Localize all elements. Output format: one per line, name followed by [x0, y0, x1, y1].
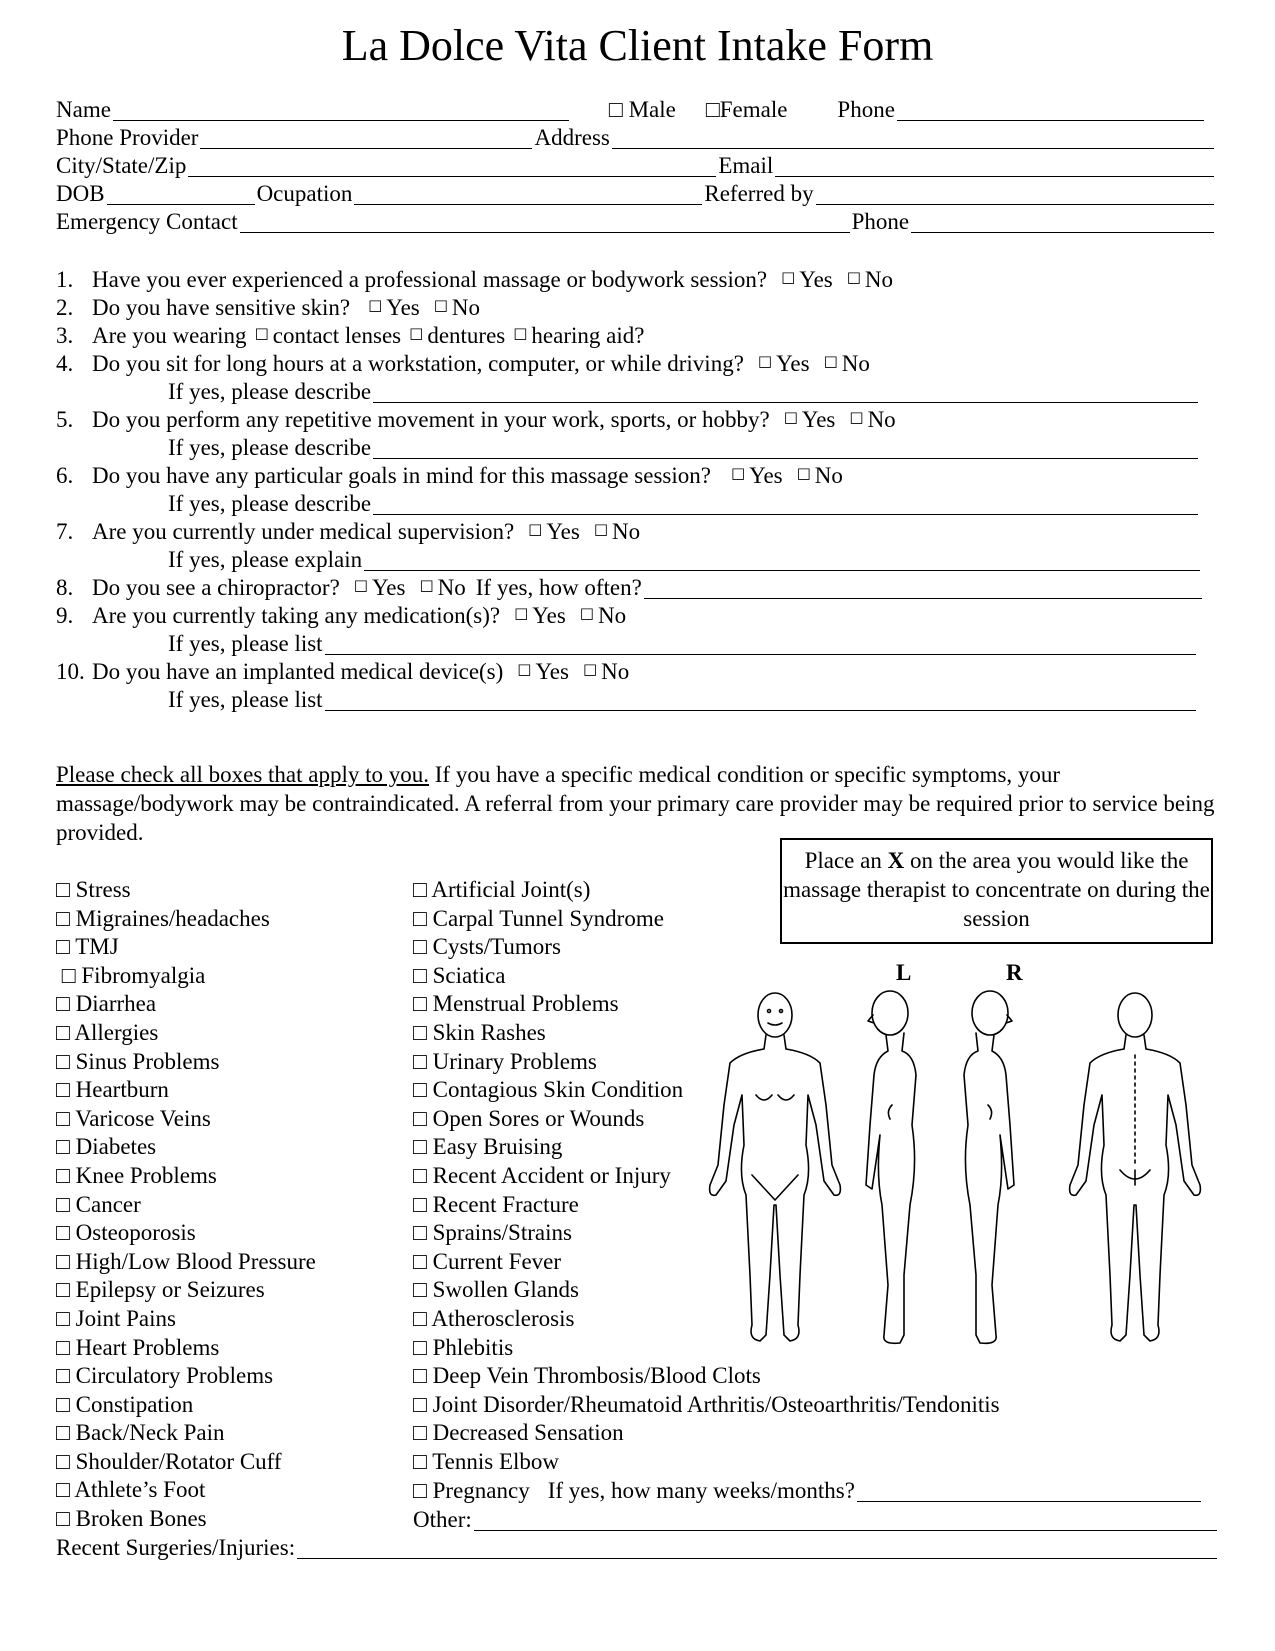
condition-checkbox[interactable]: □ Stress: [56, 877, 131, 902]
condition-checkbox[interactable]: □ Broken Bones: [56, 1506, 207, 1532]
yes-label: Yes: [386, 295, 420, 320]
body-right-side-figure[interactable]: [964, 991, 1014, 1343]
recent-surgeries-row: [56, 1534, 1219, 1562]
question-text: Do you sit for long hours at a workstation, computer, or while driving?: [92, 351, 744, 376]
yes-label: Yes: [532, 603, 566, 628]
question-2: [56, 294, 1216, 322]
callout-text-pre: Place an: [804, 848, 888, 873]
dob-label: DOB: [56, 181, 105, 206]
question-8: [56, 574, 1216, 602]
question-6: [56, 462, 1216, 490]
city-state-zip-label: City/State/Zip: [56, 153, 187, 178]
condition-checkbox[interactable]: □ Carpal Tunnel Syndrome: [413, 905, 664, 931]
question-text: Do you perform any repetitive movement in your work, sports, or hobby?: [92, 407, 770, 432]
condition-checkbox[interactable]: □ Diarrhea: [56, 991, 157, 1017]
condition-checkbox[interactable]: □ Heartburn: [56, 1077, 169, 1103]
phone-provider-label: Phone Provider: [56, 125, 199, 150]
condition-checkbox[interactable]: □ Back/Neck Pain: [56, 1420, 225, 1446]
pregnancy-row: [413, 1477, 1203, 1505]
condition-checkbox[interactable]: □ Shoulder/Rotator Cuff: [56, 1448, 282, 1474]
condition-checkbox[interactable]: □ Tennis Elbow: [413, 1448, 560, 1474]
question-text: Do you have any particular goals in mind for this massage session?: [92, 463, 711, 488]
phone-field[interactable]: [897, 98, 1204, 121]
no-checkbox[interactable]: □: [823, 352, 838, 370]
condition-checkbox[interactable]: □ Decreased Sensation: [413, 1420, 624, 1446]
no-label: No: [597, 603, 627, 628]
yes-checkbox[interactable]: □: [353, 576, 368, 594]
row-phone-provider: [56, 124, 1216, 152]
condition-checkbox[interactable]: □ Varicose Veins: [56, 1105, 211, 1131]
condition-checkbox[interactable]: □ High/Low Blood Pressure: [56, 1248, 316, 1274]
yes-label: Yes: [749, 463, 783, 488]
followup-label: If yes, please list: [168, 687, 323, 712]
question-text: Are you currently taking any medication(s)?: [92, 603, 501, 628]
condition-checkbox[interactable]: □ Artificial Joint(s): [413, 877, 591, 902]
question-text: Do you see a chiropractor?: [92, 575, 340, 600]
condition-checkbox[interactable]: □ Osteoporosis: [56, 1220, 196, 1246]
no-label: No: [841, 351, 870, 376]
referred-by-label: Referred by: [704, 181, 814, 206]
condition-checkbox[interactable]: □ Heart Problems: [56, 1334, 220, 1360]
condition-checkbox[interactable]: □ Fibromyalgia: [56, 962, 206, 988]
address-label: Address: [534, 125, 610, 150]
no-checkbox[interactable]: □: [433, 296, 448, 314]
no-checkbox[interactable]: □: [593, 520, 609, 538]
conditions-column-1: [56, 876, 316, 1534]
condition-checkbox[interactable]: □ Circulatory Problems: [56, 1363, 274, 1389]
followup-field[interactable]: [325, 688, 1196, 711]
condition-checkbox[interactable]: □ Joint Pains: [56, 1305, 176, 1331]
emergency-phone-label: Phone: [851, 209, 910, 234]
question-text: Are you wearing: [92, 323, 247, 348]
yes-checkbox[interactable]: □: [781, 268, 796, 286]
yes-label: Yes: [535, 659, 569, 684]
condition-checkbox[interactable]: □ Cancer: [56, 1191, 141, 1217]
condition-checkbox[interactable]: □ Easy Bruising: [413, 1134, 563, 1160]
question-10-followup: [168, 686, 1216, 714]
condition-checkbox[interactable]: □ Knee Problems: [56, 1162, 217, 1188]
emergency-phone-field[interactable]: [911, 210, 1214, 233]
question-5-followup: [168, 434, 1216, 462]
condition-checkbox[interactable]: □ Current Fever: [413, 1248, 562, 1274]
question-number: 5.: [56, 407, 74, 432]
yes-label: Yes: [801, 407, 836, 432]
condition-checkbox[interactable]: □ Migraines/headaches: [56, 905, 270, 931]
phone-label: Phone: [837, 97, 895, 122]
followup-field[interactable]: [644, 576, 1202, 599]
pregnancy-followup-field[interactable]: [857, 1479, 1201, 1502]
instructions-text: If you have a specific medical condition or specific symptoms, your massage/bodywork may be contraindicated. A referral from your primary care provider may be required prior to service being provided.: [56, 762, 1215, 845]
row-name: [56, 96, 1216, 124]
yes-checkbox[interactable]: □: [368, 296, 383, 314]
no-checkbox[interactable]: □: [579, 604, 594, 622]
email-field[interactable]: [775, 154, 1214, 177]
question-number: 9.: [56, 603, 74, 628]
yes-label: Yes: [546, 519, 580, 544]
recent-surgeries-label: Recent Surgeries/Injuries:: [56, 1535, 296, 1560]
yes-label: Yes: [799, 267, 833, 292]
right-label: R: [1006, 960, 1023, 985]
callout-text-post: on the area you would like the massage therapist to concentrate on during the session: [783, 848, 1210, 931]
no-checkbox[interactable]: □: [796, 464, 811, 482]
question-4-followup: [168, 378, 1216, 406]
condition-checkbox[interactable]: □ Swollen Glands: [413, 1277, 579, 1303]
condition-checkbox[interactable]: □ Cysts/Tumors: [413, 934, 561, 960]
question-number: 10.: [56, 659, 85, 684]
condition-checkbox[interactable]: □ Sinus Problems: [56, 1048, 220, 1074]
form-title: La Dolce Vita Client Intake Form: [341, 21, 934, 70]
callout-x: X: [887, 848, 905, 873]
address-field[interactable]: [612, 126, 1214, 149]
condition-checkbox[interactable]: □ Contagious Skin Condition: [413, 1077, 684, 1103]
condition-checkbox[interactable]: □ Urinary Problems: [413, 1048, 597, 1074]
question-10: [56, 658, 1216, 686]
question-3: [56, 322, 1216, 350]
followup-field[interactable]: [373, 380, 1198, 403]
male-checkbox[interactable]: □ Male: [608, 97, 676, 122]
followup-label: If yes, please describe: [168, 435, 372, 460]
condition-checkbox[interactable]: □ Recent Fracture: [413, 1191, 579, 1217]
question-text: Do you have sensitive skin?: [92, 295, 351, 320]
no-checkbox[interactable]: □: [846, 268, 861, 286]
emergency-contact-label: Emergency Contact: [56, 209, 238, 234]
condition-checkbox[interactable]: □ Joint Disorder/Rheumatoid Arthritis/Osteoarthritis/Tendonitis: [413, 1391, 1000, 1417]
dob-field[interactable]: [107, 182, 255, 205]
question-6-followup: [168, 490, 1216, 518]
hearing-aid-label: hearing aid?: [531, 323, 645, 348]
question-number: 6.: [56, 463, 74, 488]
other-label: Other:: [413, 1507, 472, 1532]
pregnancy-followup-label: If yes, how many weeks/months?: [547, 1478, 855, 1503]
row-dob: [56, 180, 1216, 208]
occupation-field[interactable]: [354, 182, 702, 205]
condition-checkbox[interactable]: □ Deep Vein Thrombosis/Blood Clots: [413, 1363, 761, 1389]
no-label: No: [601, 659, 630, 684]
question-4: [56, 350, 1216, 378]
no-checkbox[interactable]: □: [419, 576, 434, 594]
no-label: No: [612, 519, 641, 544]
followup-field[interactable]: [364, 548, 1200, 571]
followup-label: If yes, please explain: [168, 547, 363, 572]
yes-checkbox[interactable]: □: [514, 604, 529, 622]
condition-checkbox[interactable]: □ Diabetes: [56, 1134, 157, 1160]
yes-checkbox[interactable]: □: [528, 520, 543, 538]
condition-checkbox[interactable]: □ Sprains/Strains: [413, 1220, 572, 1246]
condition-checkbox[interactable]: □ Skin Rashes: [413, 1019, 546, 1045]
no-label: No: [867, 407, 896, 432]
condition-checkbox[interactable]: □ Allergies: [56, 1019, 159, 1045]
contact-lenses-checkbox[interactable]: □: [254, 324, 269, 342]
followup-field[interactable]: [325, 632, 1196, 655]
phone-provider-field[interactable]: [200, 126, 532, 149]
question-9: [56, 602, 1216, 630]
yes-label: Yes: [371, 575, 406, 600]
condition-checkbox[interactable]: □ Constipation: [56, 1391, 194, 1417]
conditions-instructions: [56, 760, 1226, 847]
yes-checkbox[interactable]: □: [757, 352, 773, 370]
no-label: No: [437, 575, 466, 600]
question-9-followup: [168, 630, 1216, 658]
name-label: Name: [56, 97, 111, 122]
condition-checkbox[interactable]: □ Epilepsy or Seizures: [56, 1277, 265, 1303]
dentures-label: dentures: [427, 323, 506, 348]
body-back-figure[interactable]: [1070, 993, 1201, 1341]
question-text: Have you ever experienced a professional massage or bodywork session?: [92, 267, 768, 292]
followup-label: If yes, please describe: [168, 491, 372, 516]
question-number: 7.: [56, 519, 74, 544]
row-city: [56, 152, 1216, 180]
condition-checkbox[interactable]: □ Sciatica: [413, 962, 506, 988]
followup-label: If yes, how often?: [475, 575, 642, 600]
left-label: L: [896, 960, 912, 985]
body-front-figure[interactable]: [710, 993, 841, 1341]
city-state-zip-field[interactable]: [188, 154, 716, 177]
female-checkbox[interactable]: □Female: [705, 97, 788, 122]
instructions-underlined: Please check all boxes that apply to you.: [56, 762, 430, 787]
occupation-label: Ocupation: [256, 181, 353, 206]
condition-checkbox[interactable]: □ Atherosclerosis: [413, 1305, 575, 1331]
no-label: No: [451, 295, 481, 320]
condition-checkbox[interactable]: □ Athlete’s Foot: [56, 1477, 206, 1503]
pregnancy-checkbox[interactable]: □ Pregnancy: [413, 1478, 530, 1503]
question-number: 1.: [56, 267, 74, 292]
question-number: 3.: [56, 323, 74, 348]
question-number: 2.: [56, 295, 74, 320]
yes-checkbox[interactable]: □: [517, 660, 532, 678]
dentures-checkbox[interactable]: □: [409, 324, 424, 342]
followup-field[interactable]: [373, 492, 1198, 515]
question-number: 8.: [56, 575, 74, 600]
no-checkbox[interactable]: □: [582, 660, 598, 678]
question-number: 4.: [56, 351, 74, 376]
body-diagram[interactable]: [690, 985, 1250, 1385]
question-7: [56, 518, 1216, 546]
condition-checkbox[interactable]: □ Menstrual Problems: [413, 991, 619, 1017]
condition-checkbox[interactable]: □ Recent Accident or Injury: [413, 1162, 671, 1188]
hearing-aid-checkbox[interactable]: □: [513, 324, 528, 342]
question-text: Do you have an implanted medical device(s): [92, 659, 504, 684]
no-checkbox[interactable]: □: [849, 408, 864, 426]
emergency-contact-field[interactable]: [240, 210, 850, 233]
condition-checkbox[interactable]: □ Open Sores or Wounds: [413, 1105, 645, 1131]
question-1: [56, 266, 1216, 294]
body-left-side-figure[interactable]: [866, 991, 916, 1343]
condition-checkbox[interactable]: □ TMJ: [56, 934, 119, 960]
followup-field[interactable]: [373, 436, 1198, 459]
referred-by-field[interactable]: [816, 182, 1214, 205]
other-field[interactable]: [474, 1508, 1217, 1531]
row-emergency: [56, 208, 1216, 236]
question-7-followup: [168, 546, 1216, 574]
no-label: No: [814, 463, 843, 488]
question-text: Are you currently under medical supervision?: [92, 519, 515, 544]
yes-label: Yes: [776, 351, 810, 376]
question-5: [56, 406, 1216, 434]
other-row: [413, 1506, 1219, 1534]
contact-lenses-label: contact lenses: [272, 323, 402, 348]
email-label: Email: [718, 153, 774, 178]
followup-label: If yes, please describe: [168, 379, 372, 404]
recent-surgeries-field[interactable]: [297, 1536, 1217, 1559]
followup-label: If yes, please list: [168, 631, 323, 656]
condition-checkbox[interactable]: □ Phlebitis: [413, 1334, 514, 1360]
yes-checkbox[interactable]: □: [783, 408, 798, 426]
yes-checkbox[interactable]: □: [730, 464, 746, 482]
name-field[interactable]: [113, 98, 569, 121]
no-label: No: [864, 267, 894, 292]
